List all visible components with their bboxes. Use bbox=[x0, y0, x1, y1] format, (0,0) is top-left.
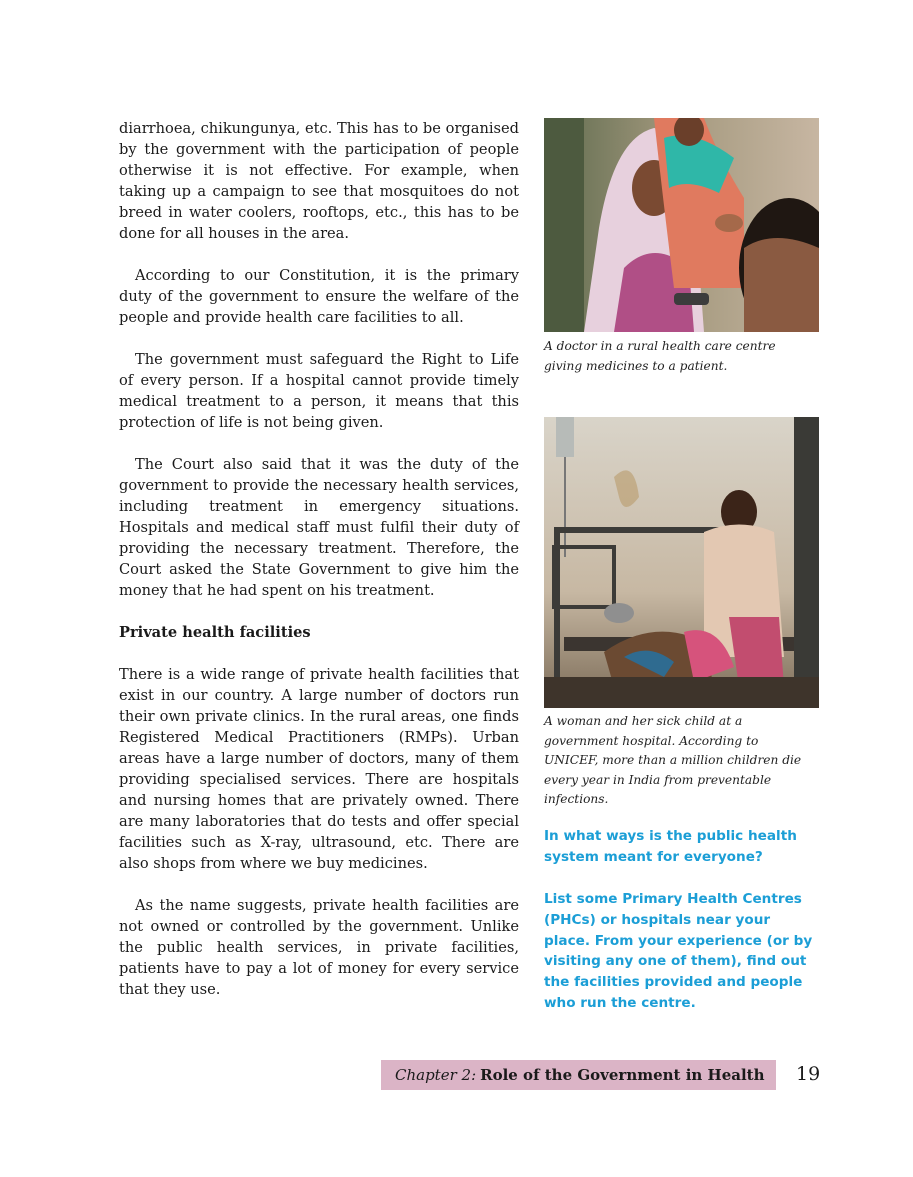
government-hospital-photo bbox=[544, 417, 819, 708]
body-paragraph: As the name suggests, private health facilities are not owned or controlled by the government. Unlike the public health services, in private facilities, patients have to pay a lot of money for every service that they use. bbox=[119, 897, 519, 998]
section-heading: Private health facilities bbox=[119, 624, 311, 641]
chapter-footer-band bbox=[381, 1060, 776, 1090]
body-paragraph: The Court also said that it was the duty of the government to provide the necessary health services, including treatment in emergency situations. Hospitals and medical staff must fulfil their duty of providing the necessary treatment. Therefore, the Court asked the State Government to give him the money that he had spent on his treatment. bbox=[119, 456, 519, 599]
discussion-question: In what ways is the public health system meant for everyone? bbox=[544, 828, 797, 865]
body-paragraph: There is a wide range of private health facilities that exist in our country. A large number of doctors run their own private clinics. In the rural areas, one finds Registered Medical Practitioners (RMPs). Urban areas have a large number of doctors, many of them providing specialised services. There are hospitals and nursing homes that are privately owned. There are many laboratories that do tests and offer special facilities such as X-ray, ultrasound, etc. There are also shops from where we buy medicines. bbox=[119, 666, 519, 872]
photo-caption: A doctor in a rural health care centre giving medicines to a patient. bbox=[544, 339, 776, 373]
chapter-label: Chapter 2: bbox=[395, 1066, 477, 1084]
rural-health-centre-photo bbox=[544, 118, 819, 332]
discussion-question: List some Primary Health Centres (PHCs) or hospitals near your place. From your experience (or by visiting any one of them), find out the facilities provided and people who run the centre. bbox=[544, 891, 813, 1011]
body-paragraph: The government must safeguard the Right to Life of every person. If a hospital cannot provide timely medical treatment to a person, it means that this protection of life is not being given. bbox=[119, 351, 519, 431]
body-paragraph: According to our Constitution, it is the primary duty of the government to ensure the welfare of the people and provide health care facilities to all. bbox=[119, 267, 519, 326]
chapter-title: Role of the Government in Health bbox=[480, 1066, 765, 1084]
page-number: 19 bbox=[796, 1063, 821, 1085]
main-text-column bbox=[119, 118, 519, 1021]
photo-caption: A woman and her sick child at a government hospital. According to UNICEF, more than a million children die every year in India from preventable infections. bbox=[544, 714, 802, 807]
body-paragraph: diarrhoea, chikungunya, etc. This has to be organised by the government with the participation of people otherwise it is not effective. For example, when taking up a campaign to see that mosquitoes do not breed in water coolers, rooftops, etc., this has to be done for all houses in the area. bbox=[119, 120, 519, 242]
